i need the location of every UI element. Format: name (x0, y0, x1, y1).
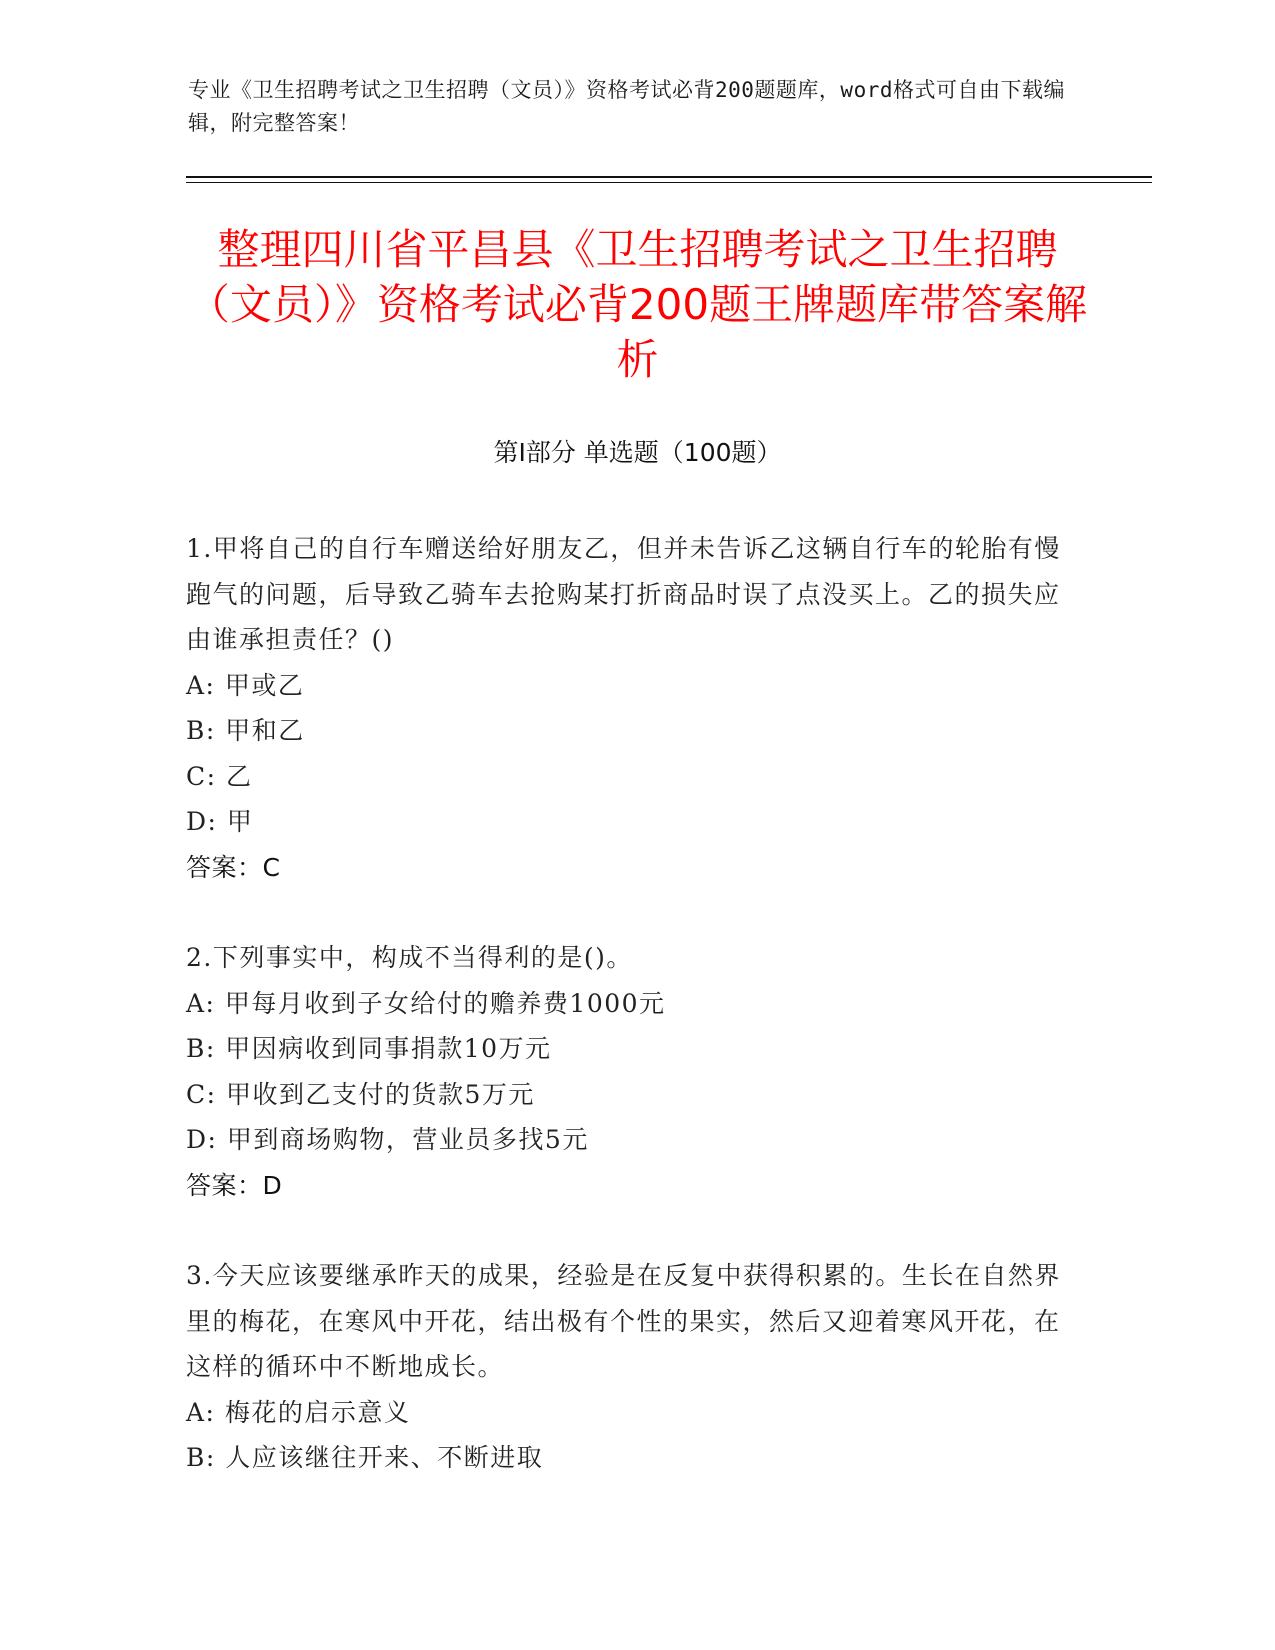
question-stem: 3.今天应该要继承昨天的成果，经验是在反复中获得积累的。生长在自然界里的梅花，在寒风中开花，结出极有个性的果实，然后又迎着寒风开花，在这样的循环中不断地成长。 (186, 1261, 1061, 1381)
question-3 (186, 1253, 1066, 1481)
option-a: A: 甲每月收到子女给付的赡养费1000元 (186, 988, 666, 1018)
header-divider-thin (186, 182, 1152, 183)
option-c: C: 甲收到乙支付的货款5万元 (186, 1079, 535, 1109)
option-c: C: 乙 (186, 761, 253, 791)
answer-line: 答案：D (186, 1170, 283, 1200)
option-a: A: 梅花的启示意义 (186, 1397, 411, 1427)
answer-line: 答案：C (186, 852, 281, 882)
option-b: B: 甲和乙 (186, 716, 305, 745)
question-stem: 2.下列事实中，构成不当得利的是()。 (186, 943, 633, 972)
question-list (186, 526, 1066, 1526)
question-2 (186, 935, 1066, 1208)
option-d: D: 甲到商场购物，营业员多找5元 (186, 1125, 589, 1154)
option-b: B: 甲因病收到同事捐款10万元 (186, 1034, 552, 1063)
document-title: 整理四川省平昌县《卫生招聘考试之卫生招聘（文员）》资格考试必背200题王牌题库带答案解析 (187, 225, 1088, 384)
header-divider-thick (186, 176, 1152, 178)
question-1 (186, 526, 1066, 890)
section-heading: 第I部分 单选题（100题） (493, 438, 782, 467)
option-a: A: 甲或乙 (186, 670, 305, 700)
header-note: 专业《卫生招聘考试之卫生招聘（文员）》资格考试必背200题题库，word格式可自由下载编辑，附完整答案！ (188, 78, 1065, 135)
question-stem: 1.甲将自己的自行车赠送给好朋友乙，但并未告诉乙这辆自行车的轮胎有慢跑气的问题，后导致乙骑车去抢购某打折商品时误了点没买上。乙的损失应由谁承担责任？() (186, 534, 1061, 654)
option-b: B: 人应该继往开来、不断进取 (186, 1443, 544, 1472)
option-d: D: 甲 (186, 807, 254, 836)
